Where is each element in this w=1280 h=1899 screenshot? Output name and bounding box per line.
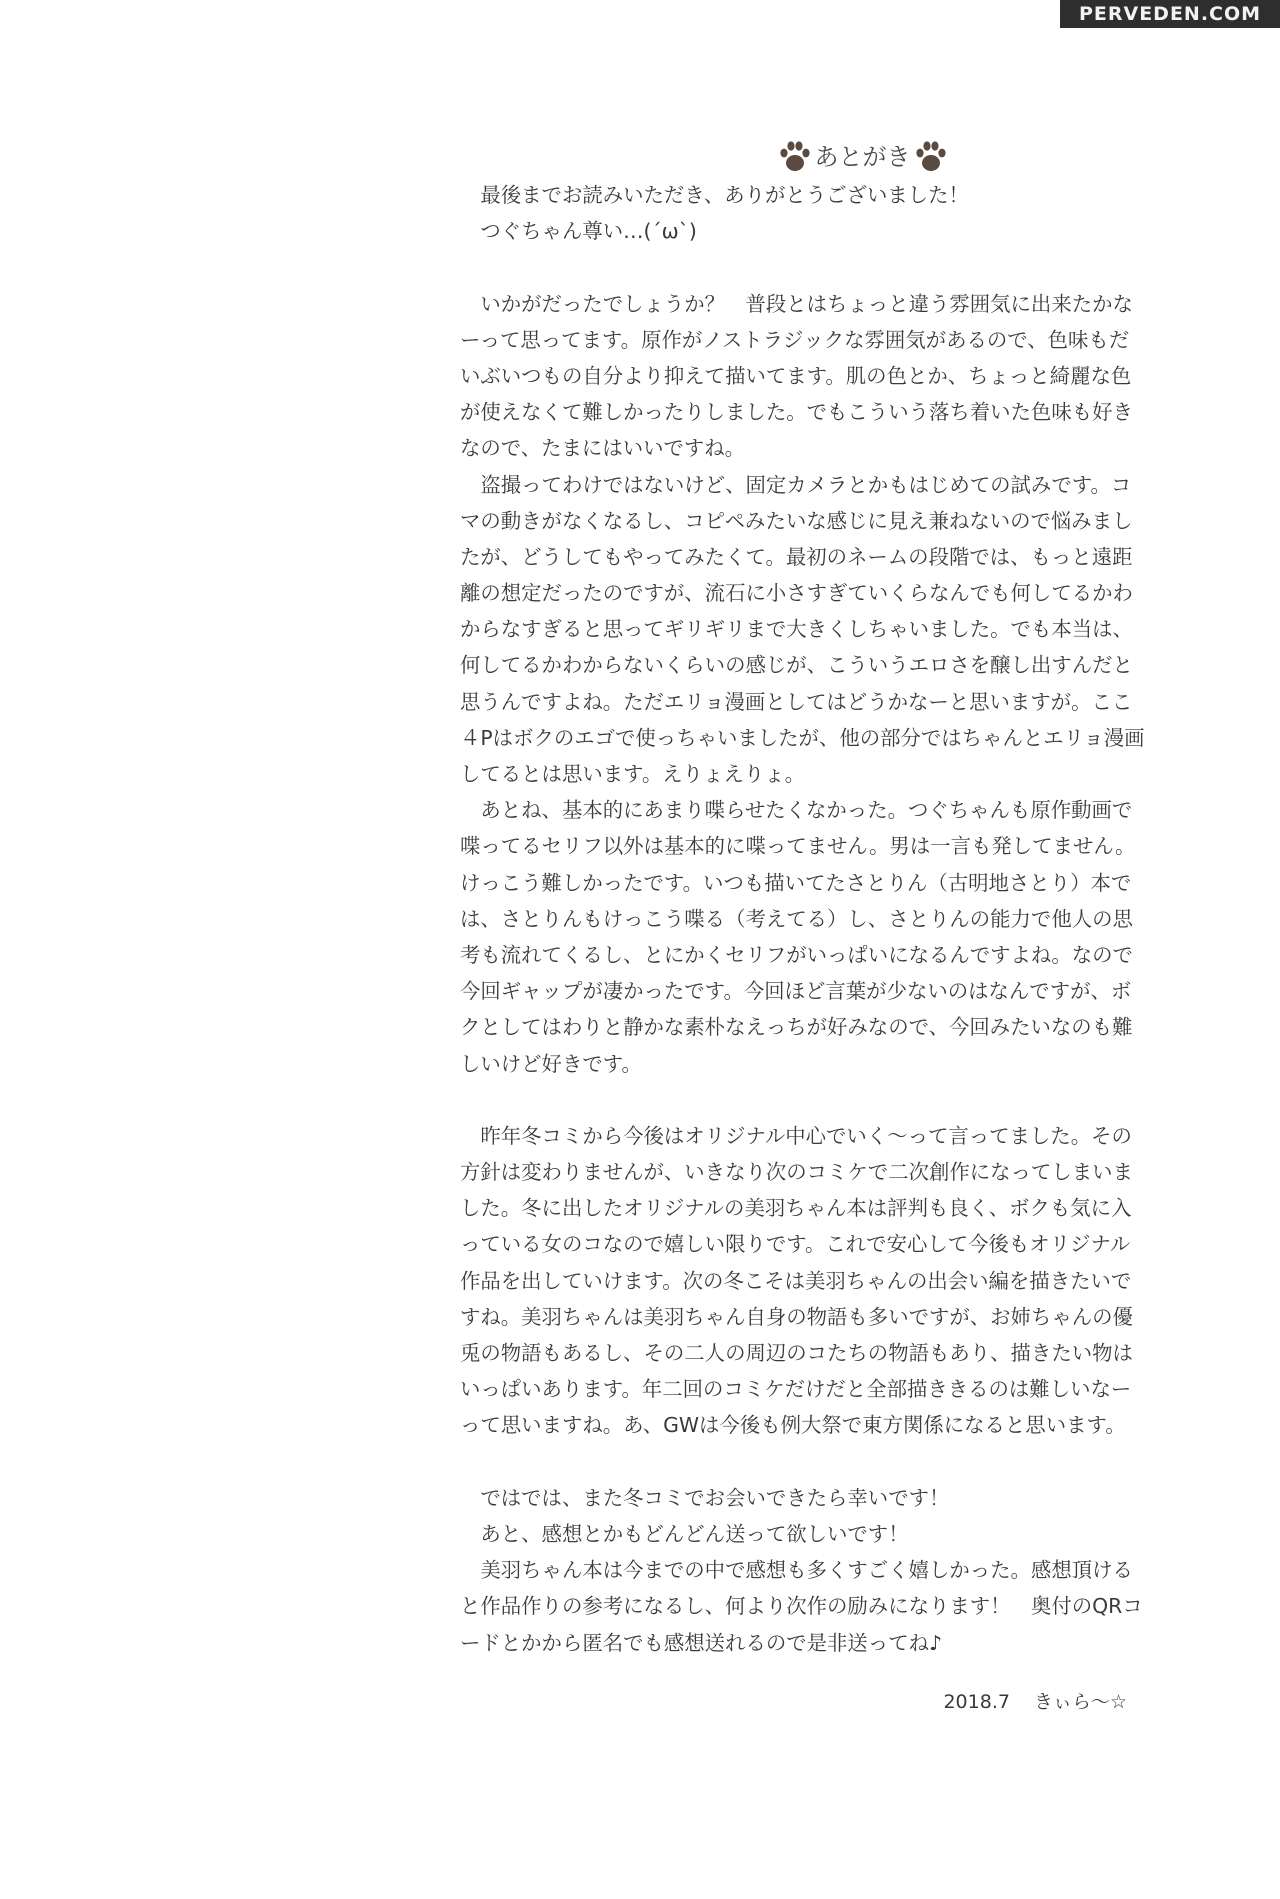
paw-print-icon-left	[777, 139, 813, 175]
text-line: しいけど好きです。	[460, 1051, 642, 1076]
text-line: 兎の物語もあるし、その二人の周辺のコたちの物語もあり、描きたい物は	[460, 1341, 1133, 1365]
text-line: クとしてはわりと静かな素朴なえっちが好みなので、今回みたいなのも難	[460, 1015, 1133, 1040]
text-line: 今回ギャップが凄かったです。今回ほど言葉が少ないのはなんですが、ボ	[460, 979, 1132, 1004]
text-line: ではでは、また冬コミでお会いできたら幸いです！	[460, 1485, 950, 1510]
text-line: いっぱいあります。年二回のコミケだけだと全部描ききるのは難しいなー	[460, 1377, 1132, 1402]
text-line: すね。美羽ちゃんは美羽ちゃん自身の物語も多いですが、お姉ちゃんの優	[460, 1304, 1133, 1329]
text-line: マの動きがなくなるし、コピペみたいな感じに見え兼ねないので悩みまし	[460, 508, 1133, 533]
text-line: いぶいつもの自分より抑えて描いてます。肌の色とか、ちょっと綺麗な色	[460, 363, 1132, 388]
text-line: 最後までお読みいただき、ありがとうございました！	[460, 183, 969, 207]
text-line: と作品作りの参考になるし、何より次作の励みになります！ 奥付のQRコ	[460, 1594, 1143, 1619]
text-line: ーって思ってます。原作がノストラジックな雰囲気があるので、色味もだ	[460, 327, 1130, 352]
paragraph-closing	[460, 1480, 1175, 1661]
text-line: 盗撮ってわけではないけど、固定カメラとかもはじめての試みです。コ	[460, 472, 1132, 497]
text-line: けっこう難しかったです。いつも描いてたさとりん（古明地さとり）本で	[460, 870, 1132, 895]
text-line: は、さとりんもけっこう喋る（考えてる）し、さとりんの能力で他人の思	[460, 906, 1133, 931]
text-line: からなすぎると思ってギリギリまで大きくしちゃいました。でも本当は、	[460, 617, 1133, 642]
text-line: してるとは思います。えりょえりょ。	[460, 762, 806, 786]
text-line: が使えなくて難しかったりしました。でもこういう落ち着いた色味も好き	[460, 400, 1133, 425]
text-line: 作品を出していけます。次の冬こそは美羽ちゃんの出会い編を描きたいで	[460, 1268, 1132, 1293]
text-line: っている女のコなので嬉しい限りです。これで安心して今後もオリジナル	[460, 1232, 1131, 1257]
text-line: なので、たまにはいいですね。	[460, 436, 746, 461]
text-line: って思いますね。あ、GWは今後も例大祭で東方関係になると思います。	[460, 1413, 1126, 1438]
text-line: ードとかから匿名でも感想送れるので是非送ってね♪	[460, 1630, 942, 1655]
text-line: 離の想定だったのですが、流石に小さすぎていくらなんでも何してるかわ	[460, 581, 1133, 606]
text-line: ４Pはボクのエゴで使っちゃいましたが、他の部分ではちゃんとエリョ漫画	[460, 725, 1145, 750]
text-line: 喋ってるセリフ以外は基本的に喋ってません。男は一言も発してません。	[460, 834, 1136, 859]
text-line: たが、どうしてもやってみたくて。最初のネームの段階では、もっと遠距	[460, 544, 1133, 569]
text-line: あと、感想とかもどんどん送って欲しいです！	[460, 1521, 909, 1546]
text-line: 考も流れてくるし、とにかくセリフがいっぱいになるんですよね。なので	[460, 942, 1133, 967]
text-line: いかがだったでしょうか？ 普段とはちょっと違う雰囲気に出来たかな	[460, 291, 1133, 316]
text-line: つぐちゃん尊い…(´ω`)	[460, 219, 697, 244]
text-line: した。冬に出したオリジナルの美羽ちゃん本は評判も良く、ボクも気に入	[460, 1196, 1132, 1221]
text-line: 思うんですよね。ただエリョ漫画としてはどうかなーと思いますが。ここ	[460, 689, 1133, 714]
text-line: 何してるかわからないくらいの感じが、こういうエロさを醸し出すんだと	[460, 653, 1133, 678]
paragraph-atmosphere	[460, 286, 1175, 1082]
text-line: あとね、基本的にあまり喋らせたくなかった。つぐちゃんも原作動画で	[460, 798, 1133, 823]
paragraph-thanks	[460, 177, 1175, 249]
signature-author: きぃら～☆	[1033, 1690, 1127, 1713]
text-line: 方針は変わりませんが、いきなり次のコミケで二次創作になってしまいま	[460, 1160, 1133, 1185]
afterword-heading	[550, 135, 1175, 177]
signature	[460, 1687, 1175, 1717]
text-line: 美羽ちゃん本は今までの中で感想も多くすごく嬉しかった。感想頂ける	[460, 1558, 1133, 1583]
afterword-title: あとがき	[814, 143, 911, 171]
paw-print-icon-right	[913, 139, 949, 175]
paragraph-original-works	[460, 1118, 1175, 1444]
watermark-banner: PERVEDEN.COM	[1060, 0, 1280, 28]
text-line: 昨年冬コミから今後はオリジナル中心でいく～って言ってました。その	[460, 1123, 1132, 1148]
afterword-page	[460, 135, 1175, 1717]
signature-date: 2018.7	[943, 1690, 1010, 1713]
